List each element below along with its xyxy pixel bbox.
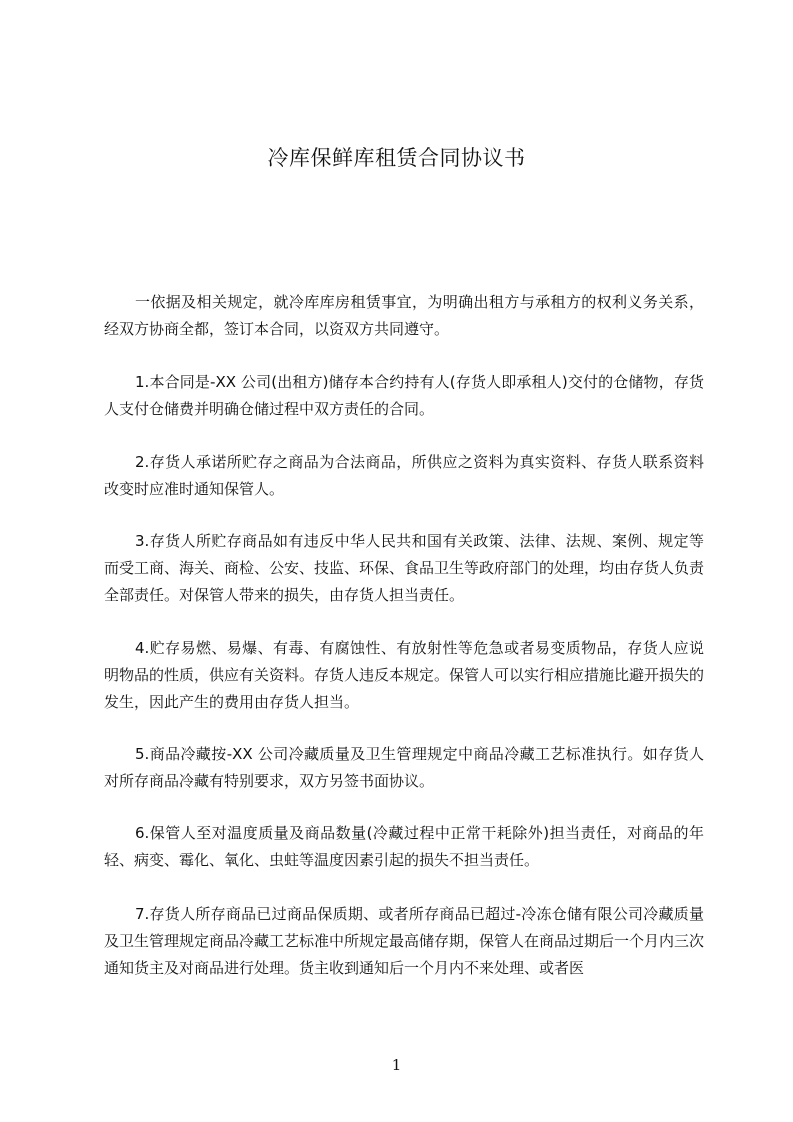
clause-2-paragraph: 2.存货人承诺所贮存之商品为合法商品，所供应之资料为真实资料、存货人联系资料改变时应准时通知保管人。 [104,453,704,498]
clause-6-paragraph: 6.保管人至对温度质量及商品数量(冷藏过程中正常干耗除外)担当责任，对商品的年轻、病变、霉化、氧化、虫蛀等温度因素引起的损失不担当责任。 [104,824,704,869]
clause-7-paragraph: 7.存货人所存商品已过商品保质期、或者所存商品已超过-冷冻仓储有限公司冷藏质量及卫生管理规定商品冷藏工艺标准中所规定最高储存期，保管人在商品过期后一个月内三次通知货主及对商品进行处理。货主收到通知后一个月内不来处理、或者医 [104,905,705,977]
clause-4-paragraph: 4.贮存易燃、易爆、有毒、有腐蚀性、有放射性等危急或者易变质物品，存货人应说明物品的性质，供应有关资料。存货人违反本规定。保管人可以实行相应措施比避开损失的发生，因此产生的费用由存货人担当。 [104,639,705,711]
document-title: 冷库保鲜库租赁合同协议书 [267,146,526,170]
clause-5-paragraph: 5.商品冷藏按-XX 公司冷藏质量及卫生管理规定中商品冷藏工艺标准执行。如存货人对所存商品冷藏有特别要求，双方另签书面协议。 [104,745,704,790]
intro-paragraph: 一依据及相关规定，就冷库库房租赁事宜，为明确出租方与承租方的权利义务关系，经双方协商全都，签订本合同，以资双方共同遵守。 [104,293,704,338]
clause-1-paragraph: 1.本合同是-XX 公司(出租方)储存本合约持有人(存货人即承租人)交付的仓储物，存货人支付仓储费并明确仓储过程中双方责任的合同。 [104,373,704,418]
clause-3-paragraph: 3.存货人所贮存商品如有违反中华人民共和国有关政策、法律、法规、案例、规定等而受工商、海关、商检、公安、技监、环保、食品卫生等政府部门的处理，均由存货人负责全部责任。对保管人带来的损失，由存货人担当责任。 [104,532,705,604]
page-number: 1 [391,1056,402,1074]
